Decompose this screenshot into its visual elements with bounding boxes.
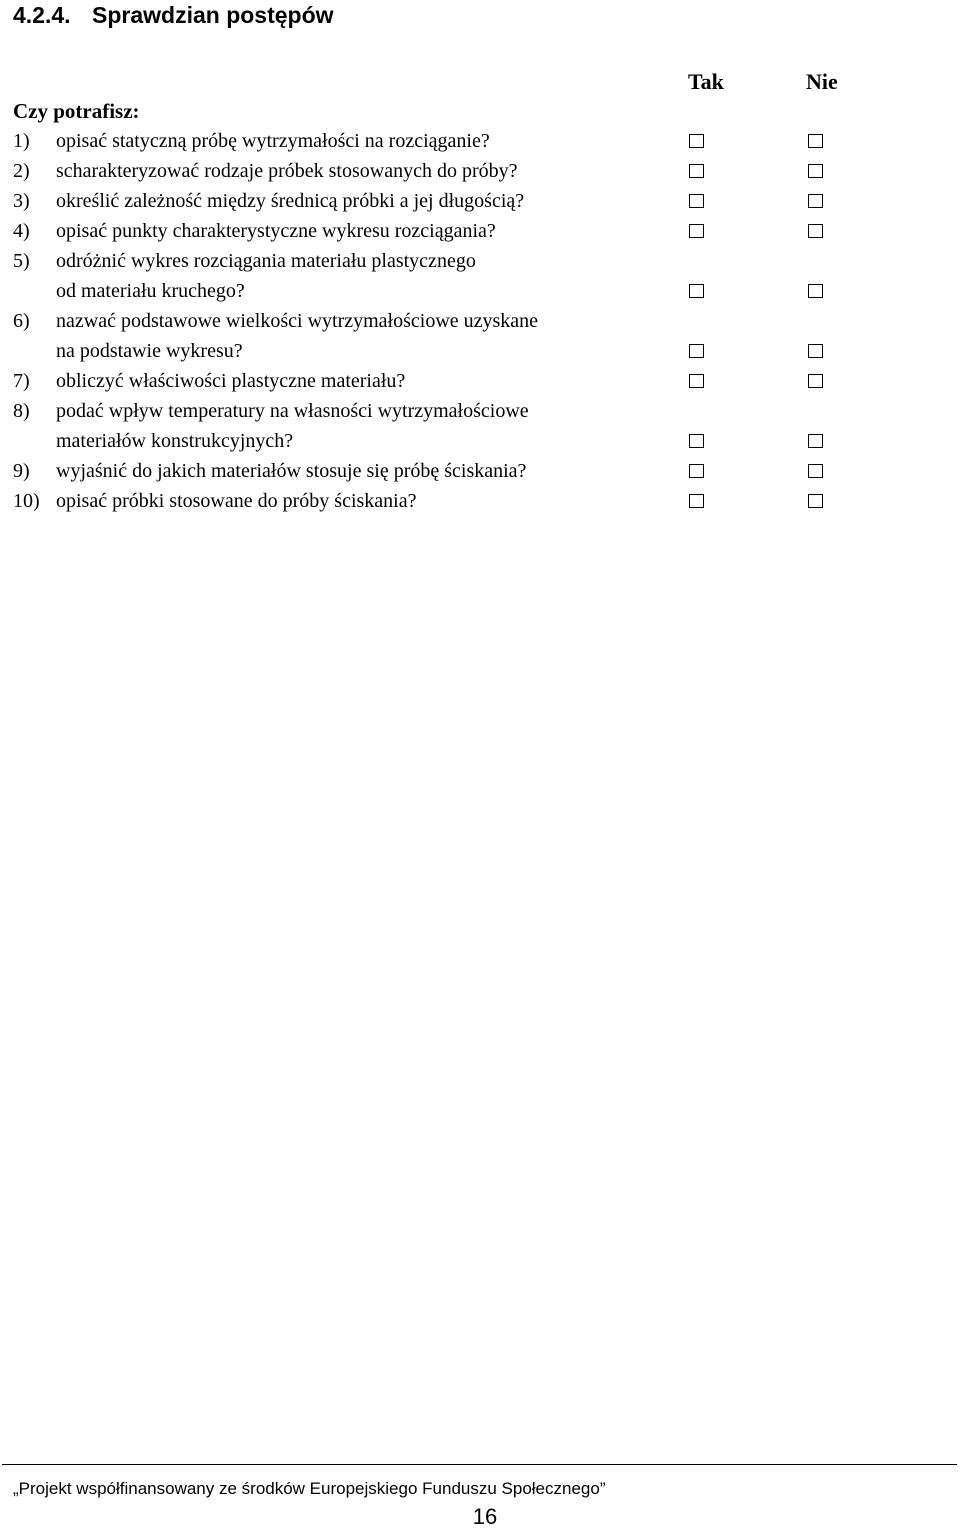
checklist-item-number: 8): [13, 400, 30, 422]
checklist-item-number: 7): [13, 370, 30, 392]
checklist-item: [13, 366, 893, 396]
checklist-item-text: wyjaśnić do jakich materiałów stosuje się próbę ściskania?: [56, 460, 527, 482]
checkbox-tak[interactable]: [689, 344, 704, 358]
checklist-item-text: obliczyć właściwości plastyczne materiału?: [56, 370, 406, 392]
checklist-item-text: na podstawie wykresu?: [56, 340, 243, 362]
checklist-item-line: [13, 396, 893, 426]
checklist-item-line: [13, 126, 893, 156]
checklist-item: [13, 396, 893, 456]
column-header-nie: Nie: [806, 69, 838, 94]
checkbox-nie[interactable]: [808, 164, 823, 178]
checkbox-tak[interactable]: [689, 374, 704, 388]
checklist-item-text: odróżnić wykres rozciągania materiału plastycznego: [56, 250, 476, 272]
checklist-item-line: [13, 426, 893, 456]
checklist-item: [13, 456, 893, 486]
checklist-item-number: 9): [13, 460, 30, 482]
checklist-item-text: opisać statyczną próbę wytrzymałości na rozciąganie?: [56, 130, 490, 152]
checklist-item-line: [13, 156, 893, 186]
checklist-item-text: opisać próbki stosowane do próby ściskania?: [56, 490, 417, 512]
checklist-item-number: 4): [13, 220, 30, 242]
page-number: 16: [472, 1504, 498, 1529]
checkbox-tak[interactable]: [689, 284, 704, 298]
checkbox-tak[interactable]: [689, 494, 704, 508]
checklist-item-number: 1): [13, 130, 30, 152]
checklist-item-number: 2): [13, 160, 30, 182]
checklist-item-line: [13, 336, 893, 366]
checklist-item: [13, 156, 893, 186]
checkbox-tak[interactable]: [689, 464, 704, 478]
checkbox-nie[interactable]: [808, 284, 823, 298]
checklist-item: [13, 216, 893, 246]
checklist-item: [13, 186, 893, 216]
checkbox-tak[interactable]: [689, 164, 704, 178]
checklist-item-line: [13, 276, 893, 306]
checklist-item-line: [13, 246, 893, 276]
checklist-item-number: 3): [13, 190, 30, 212]
checkbox-tak[interactable]: [689, 434, 704, 448]
checkbox-nie[interactable]: [808, 344, 823, 358]
checkbox-tak[interactable]: [689, 194, 704, 208]
checklist-item-text: nazwać podstawowe wielkości wytrzymałościowe uzyskane: [56, 310, 539, 332]
section-number: 4.2.4.: [13, 2, 71, 28]
checkbox-nie[interactable]: [808, 374, 823, 388]
checklist-item: [13, 246, 893, 306]
checklist-item-text: opisać punkty charakterystyczne wykresu rozciągania?: [56, 220, 496, 242]
section-heading: [13, 0, 334, 30]
checklist-item-line: [13, 486, 893, 516]
checkbox-tak[interactable]: [689, 224, 704, 238]
checklist-item-text: materiałów konstrukcyjnych?: [56, 430, 294, 452]
checklist-item: [13, 306, 893, 366]
checkbox-nie[interactable]: [808, 434, 823, 448]
checklist-item: [13, 126, 893, 156]
checkbox-tak[interactable]: [689, 134, 704, 148]
checklist-item-line: [13, 366, 893, 396]
checkbox-nie[interactable]: [808, 134, 823, 148]
checklist-item-text: podać wpływ temperatury na własności wytrzymałościowe: [56, 400, 529, 422]
footer-text: „Projekt współfinansowany ze środków Europejskiego Funduszu Społecznego”: [13, 1479, 606, 1498]
checklist-item-number: 6): [13, 310, 30, 332]
checkbox-nie[interactable]: [808, 194, 823, 208]
checklist-item-number: 10): [13, 490, 40, 512]
checklist-item: [13, 486, 893, 516]
checkbox-nie[interactable]: [808, 224, 823, 238]
section-title: Sprawdzian postępów: [92, 2, 334, 28]
checklist-item-text: określić zależność między średnicą próbki a jej długością?: [56, 190, 525, 212]
checklist-item-text: scharakteryzować rodzaje próbek stosowanych do próby?: [56, 160, 518, 182]
checklist-item-line: [13, 456, 893, 486]
footer-divider: [2, 1464, 957, 1465]
checklist-item-text: od materiału kruchego?: [56, 280, 245, 302]
checklist: [13, 126, 893, 516]
checklist-item-line: [13, 216, 893, 246]
checklist-subtitle: Czy potrafisz:: [13, 99, 140, 123]
column-header-tak: Tak: [688, 69, 724, 94]
checkbox-nie[interactable]: [808, 464, 823, 478]
checklist-item-line: [13, 186, 893, 216]
checklist-item-line: [13, 306, 893, 336]
checkbox-nie[interactable]: [808, 494, 823, 508]
checklist-item-number: 5): [13, 250, 30, 272]
